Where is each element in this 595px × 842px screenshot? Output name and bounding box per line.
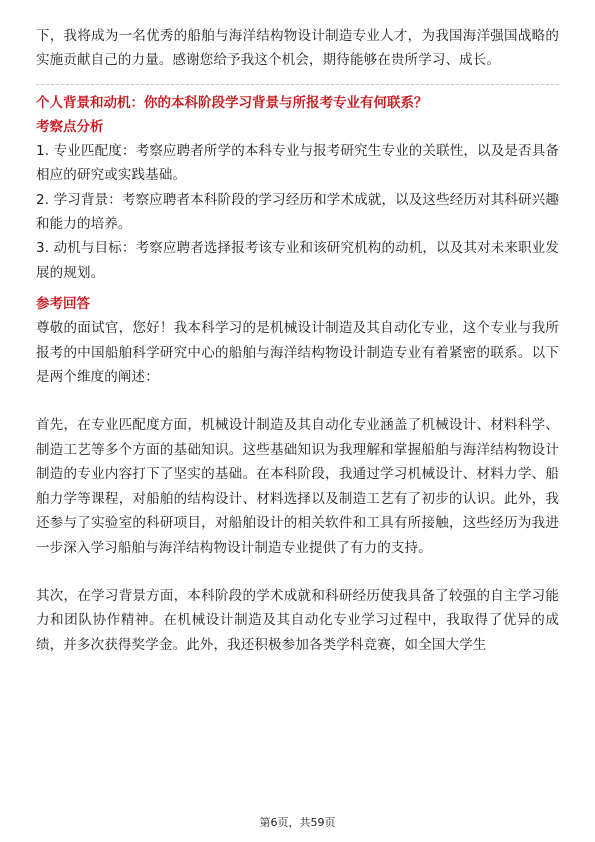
analysis-point-1: 1. 专业匹配度：考察应聘者所学的本科专业与报考研究生专业的关联性，以及是否具备相应的研究或实践基础。 [36, 142, 559, 184]
analysis-heading: 考察点分析 [36, 118, 104, 135]
page-number: 第6页，共59页 [259, 816, 336, 829]
answer-paragraph-2: 首先，在专业匹配度方面，机械设计制造及其自动化专业涵盖了机械设计、材料科学、制造工艺等多个方面的基础知识。这些基础知识为我理解和掌握船舶与海洋结构物设计制造的专业内容打下了坚实的基础。在本科阶段，我通过学习机械设计、材料力学、船舶力学等课程，对船舶的结构设计、材料选择以及制造工艺有了初步的认识。此外，我还参与了实验室的科研项目，对船舶设计的相关软件和工具有所接触，这些经历为我进一步深入学习船舶与海洋结构物设计制造专业提供了有力的支持。 [36, 417, 559, 556]
analysis-points [36, 139, 559, 285]
intro-paragraph: 下，我将成为一名优秀的船舶与海洋结构物设计制造专业人才，为我国海洋强国战略的实施贡献自己的力量。感谢您给予我这个机会，期待能够在贵所学习、成长。 [36, 28, 559, 69]
paragraph-gap [36, 389, 559, 413]
answer-heading: 参考回答 [36, 296, 90, 313]
paragraph-gap [36, 560, 559, 584]
section-divider [36, 84, 559, 85]
document-page [36, 24, 559, 657]
analysis-point-2: 2. 学习背景：考察应聘者本科阶段的学习经历和学术成就，以及这些经历对其科研兴趣和能力的培养。 [36, 191, 559, 233]
analysis-point-3: 3. 动机与目标：考察应聘者选择报考该专业和该研究机构的动机，以及其对未来职业发展的规划。 [36, 240, 559, 281]
answer-paragraph-1: 尊敬的面试官，您好！我本科学习的是机械设计制造及其自动化专业，这个专业与我所报考的中国船舶科学研究中心的船舶与海洋结构物设计制造专业有着紧密的联系。以下是两个维度的阐述： [36, 320, 559, 386]
answer-paragraph-3: 其次，在学习背景方面，本科阶段的学术成就和科研经历使我具备了较强的自主学习能力和团队协作精神。在机械设计制造及其自动化专业学习过程中，我取得了优异的成绩，并多次获得奖学金。此外，我还积极参加各类学科竞赛，如全国大学生 [36, 587, 559, 653]
question-title: 个人背景和动机：你的本科阶段学习背景与所报考专业有何联系？ [36, 94, 428, 111]
